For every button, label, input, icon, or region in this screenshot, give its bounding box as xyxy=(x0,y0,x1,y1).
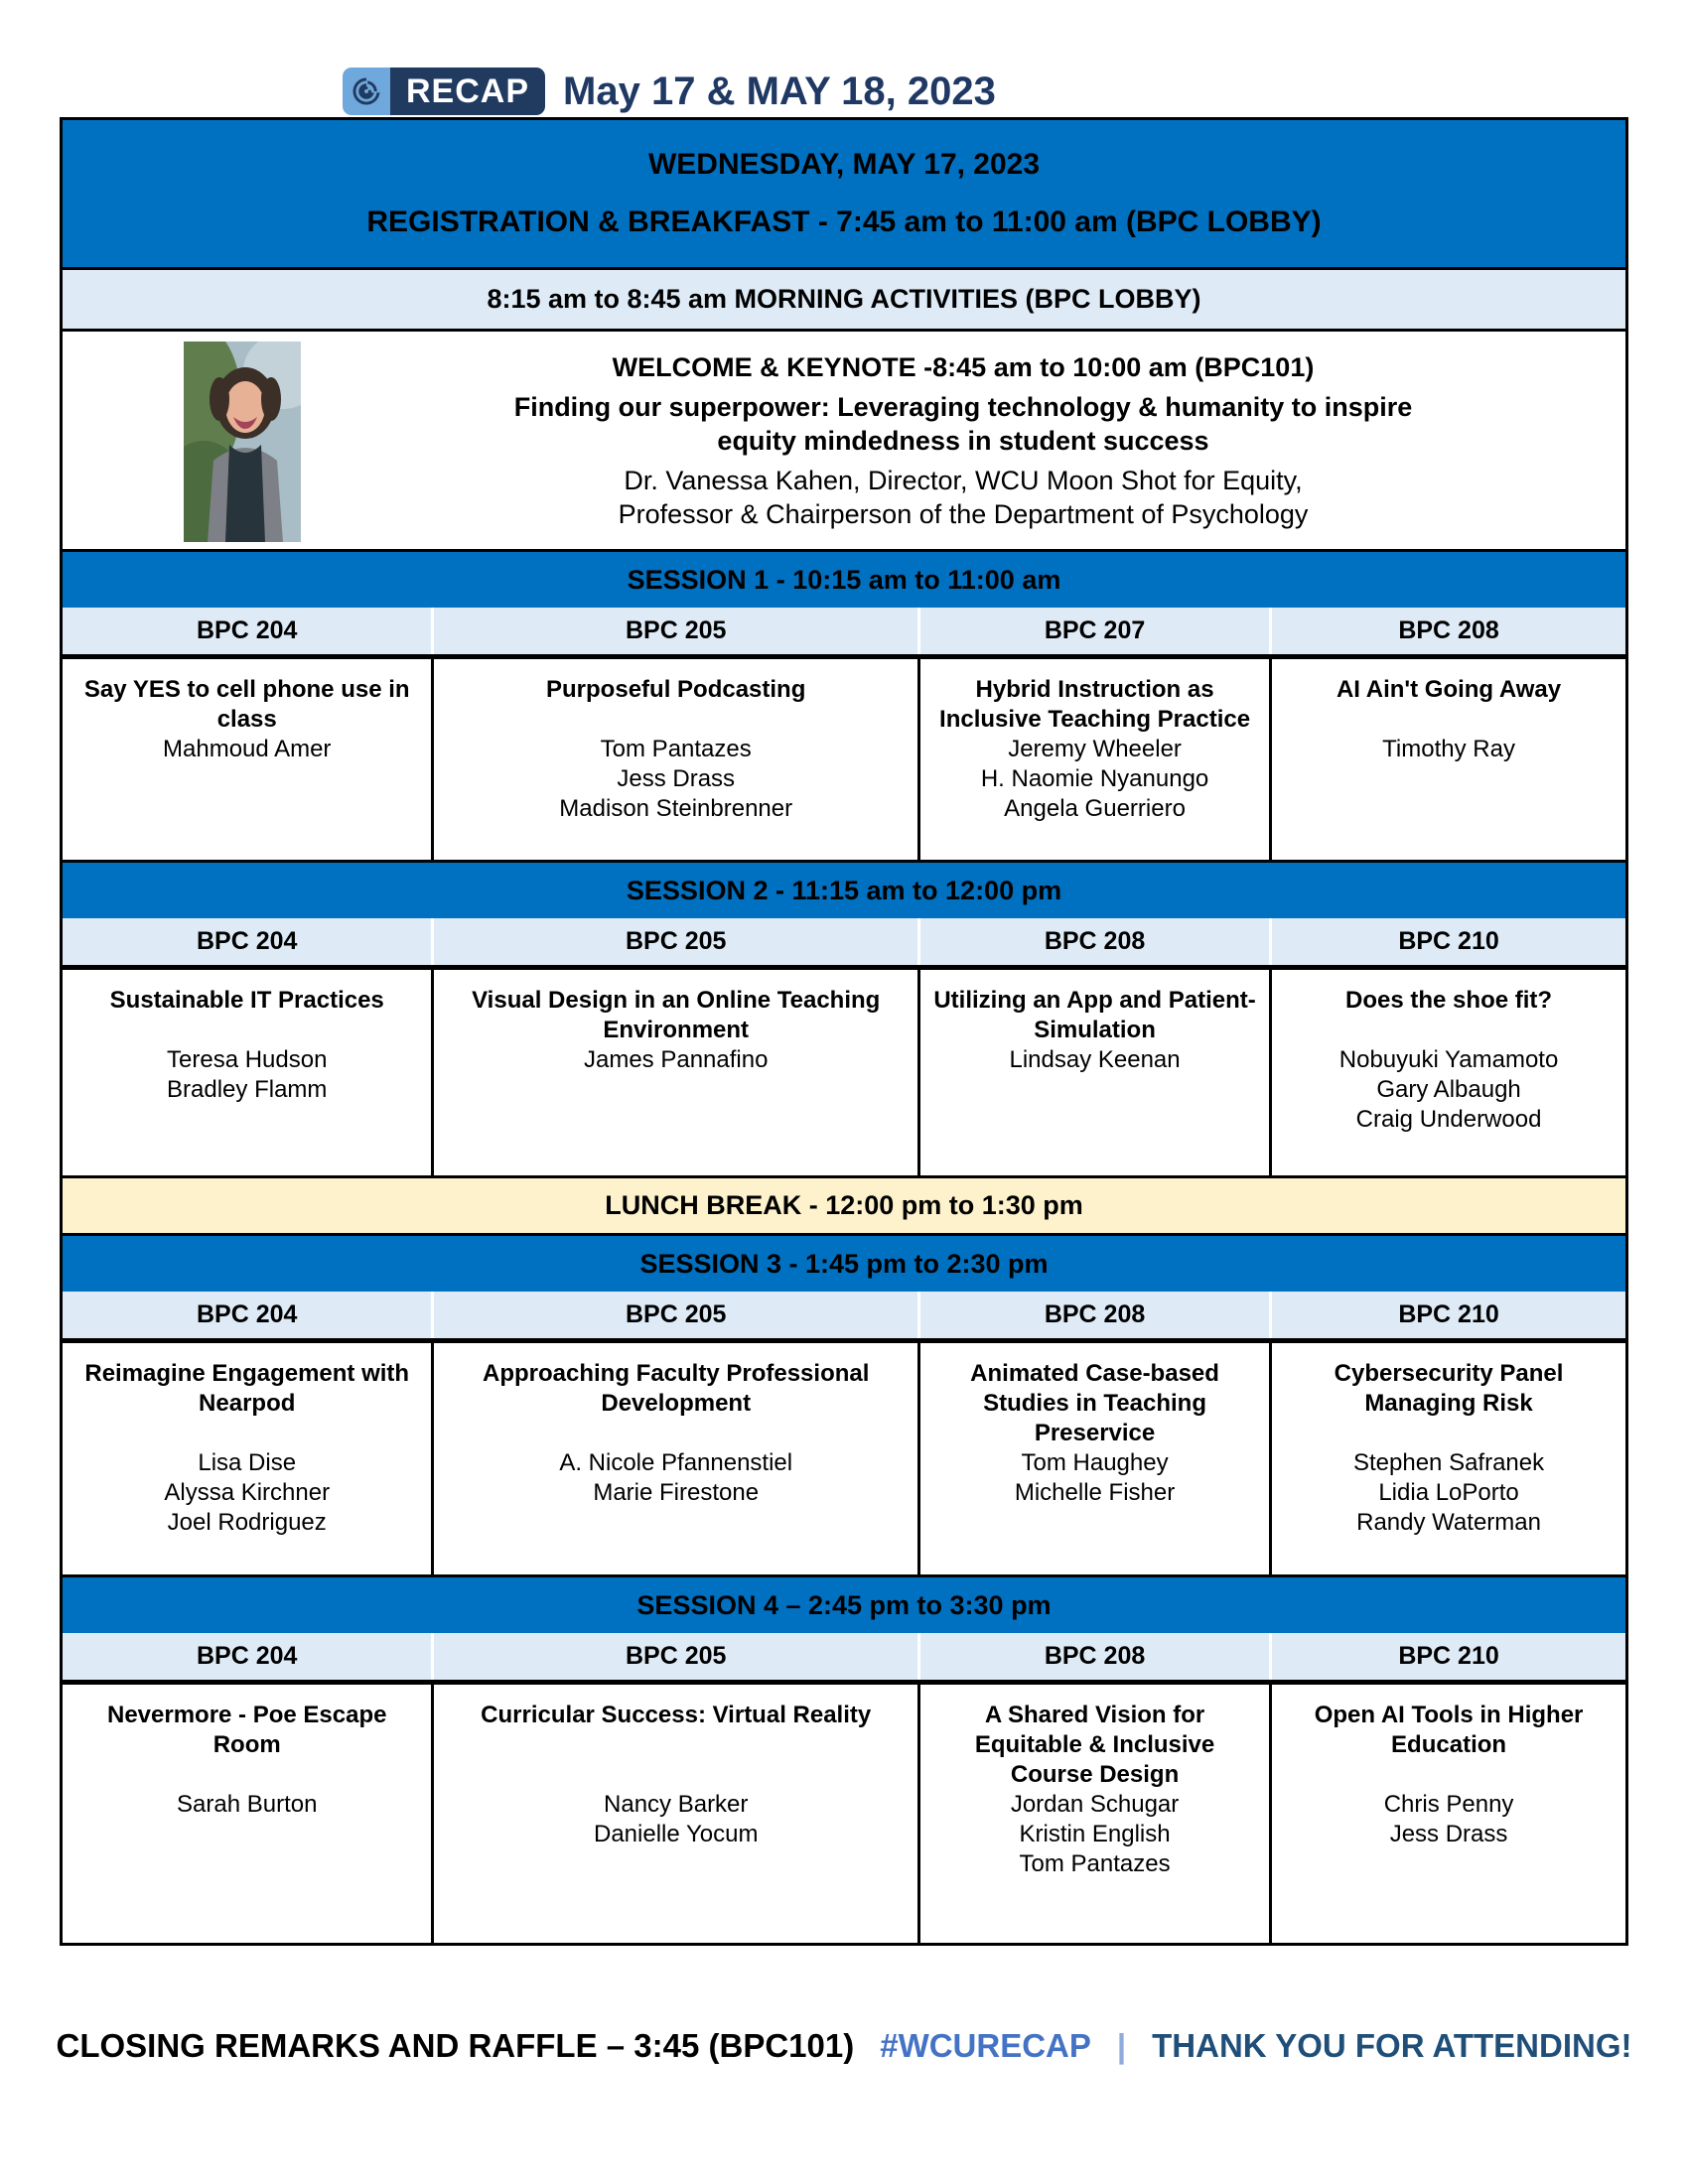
talk-title: Animated Case-based Studies in Teaching Preservice xyxy=(970,1360,1219,1446)
talk-title: Visual Design in an Online Teaching Environment xyxy=(472,987,881,1043)
closing-footer xyxy=(56,2027,1632,2065)
talk-title: Open AI Tools in Higher Education xyxy=(1314,1702,1584,1758)
schedule-table xyxy=(60,117,1628,1946)
session-3-talks xyxy=(63,1343,1625,1574)
session-3-banner: SESSION 3 - 1:45 pm to 2:30 pm xyxy=(63,1236,1625,1292)
session-4-room-header xyxy=(63,1633,1625,1685)
session-2-banner: SESSION 2 - 11:15 am to 12:00 pm xyxy=(63,863,1625,918)
talk-cell xyxy=(917,1685,1269,1943)
session-2 xyxy=(63,860,1625,1175)
talk-cell xyxy=(431,1685,917,1943)
room-header: BPC 208 xyxy=(1269,608,1625,654)
room-header: BPC 205 xyxy=(431,918,917,965)
session-1-talks xyxy=(63,659,1625,860)
talk-title: A Shared Vision for Equitable & Inclusive Course Design xyxy=(974,1702,1215,1788)
room-header: BPC 207 xyxy=(917,608,1269,654)
talk-title: Say YES to cell phone use in class xyxy=(83,676,410,733)
talk-speakers: Lindsay Keenan xyxy=(1009,1046,1181,1073)
event-dates: May 17 & MAY 18, 2023 xyxy=(563,68,996,113)
talk-cell xyxy=(1269,1343,1625,1574)
talk-cell xyxy=(917,970,1269,1175)
talk-cell xyxy=(1269,1685,1625,1943)
talk-title: Cybersecurity Panel Managing Risk xyxy=(1334,1360,1564,1417)
session-3-room-header xyxy=(63,1292,1625,1343)
session-4 xyxy=(63,1574,1625,1943)
talk-speakers: Timothy Ray xyxy=(1382,736,1515,762)
room-header: BPC 204 xyxy=(197,1642,298,1670)
talk-title: Curricular Success: Virtual Reality xyxy=(481,1702,872,1728)
session-4-talks xyxy=(63,1685,1625,1943)
room-header: BPC 204 xyxy=(197,927,298,955)
page-header xyxy=(343,68,996,115)
talk-title: Hybrid Instruction as Inclusive Teaching Practice xyxy=(939,676,1251,733)
lunch-break-row: LUNCH BREAK - 12:00 pm to 1:30 pm xyxy=(63,1175,1625,1233)
room-header: BPC 208 xyxy=(917,918,1269,965)
talk-title: Reimagine Engagement with Nearpod xyxy=(84,1360,410,1417)
separator: | xyxy=(1116,2027,1127,2064)
talk-speakers: Stephen Safranek Lidia LoPorto Randy Waterman xyxy=(1352,1449,1545,1536)
talk-speakers: Tom Pantazes Jess Drass Madison Steinbrenner xyxy=(559,736,793,822)
talk-title: Nevermore - Poe Escape Room xyxy=(106,1702,387,1758)
talk-title: Sustainable IT Practices xyxy=(109,987,384,1014)
talk-cell xyxy=(63,970,431,1175)
room-header: BPC 204 xyxy=(197,616,298,644)
session-1-banner: SESSION 1 - 10:15 am to 11:00 am xyxy=(63,552,1625,608)
talk-cell xyxy=(63,1343,431,1574)
hashtag: #WCURECAP xyxy=(880,2027,1091,2064)
room-header: BPC 208 xyxy=(917,1633,1269,1680)
talk-speakers: Nancy Barker Danielle Yocum xyxy=(593,1791,759,1847)
talk-title: Purposeful Podcasting xyxy=(546,676,806,703)
keynote-topic: Finding our superpower: Leveraging technology & humanity to inspire equity mindedness in student success xyxy=(513,391,1413,456)
recap-swirl-icon xyxy=(343,68,390,115)
talk-speakers: Mahmoud Amer xyxy=(163,736,332,762)
talk-title: Approaching Faculty Professional Development xyxy=(483,1360,870,1417)
talk-cell xyxy=(917,659,1269,860)
session-1 xyxy=(63,549,1625,860)
day-title: WEDNESDAY, MAY 17, 2023 xyxy=(647,148,1041,181)
session-3 xyxy=(63,1233,1625,1574)
room-header: BPC 208 xyxy=(917,1292,1269,1338)
morning-activities-row: 8:15 am to 8:45 am MORNING ACTIVITIES (BPC LOBBY) xyxy=(63,267,1625,329)
talk-speakers: Nobuyuki Yamamoto Gary Albaugh Craig Underwood xyxy=(1338,1046,1559,1133)
session-2-room-header xyxy=(63,918,1625,970)
session-1-room-header xyxy=(63,608,1625,659)
keynote-title: WELCOME & KEYNOTE -8:45 am to 10:00 am (BPC101) xyxy=(612,351,1315,382)
talk-cell xyxy=(431,1343,917,1574)
closing-remarks: CLOSING REMARKS AND RAFFLE – 3:45 (BPC101) xyxy=(56,2027,855,2064)
thanks-message: THANK YOU FOR ATTENDING! xyxy=(1152,2027,1632,2064)
recap-logo-text: RECAP xyxy=(390,68,545,115)
room-header: BPC 204 xyxy=(197,1300,298,1328)
talk-title: AI Ain't Going Away xyxy=(1336,676,1562,703)
talk-speakers: Teresa Hudson Bradley Flamm xyxy=(167,1046,328,1103)
talk-cell xyxy=(431,970,917,1175)
talk-cell xyxy=(1269,659,1625,860)
talk-speakers: A. Nicole Pfannenstiel Marie Firestone xyxy=(559,1449,793,1506)
talk-cell xyxy=(63,1685,431,1943)
room-header: BPC 205 xyxy=(431,1633,917,1680)
keynote-text xyxy=(301,332,1625,549)
room-header: BPC 205 xyxy=(431,1292,917,1338)
session-4-banner: SESSION 4 – 2:45 pm to 3:30 pm xyxy=(63,1577,1625,1633)
session-2-talks xyxy=(63,970,1625,1175)
talk-speakers: James Pannafino xyxy=(583,1046,769,1073)
room-header: BPC 210 xyxy=(1269,918,1625,965)
talk-title: Does the shoe fit? xyxy=(1345,987,1553,1014)
talk-speakers: Chris Penny Jess Drass xyxy=(1383,1791,1514,1847)
talk-cell xyxy=(431,659,917,860)
talk-speakers: Tom Haughey Michelle Fisher xyxy=(1014,1449,1176,1506)
talk-speakers: Sarah Burton xyxy=(177,1791,318,1818)
keynote-row xyxy=(63,329,1625,549)
recap-logo xyxy=(343,68,545,115)
day-banner xyxy=(63,120,1625,267)
talk-title: Utilizing an App and Patient-Simulation xyxy=(933,987,1256,1043)
room-header: BPC 210 xyxy=(1269,1633,1625,1680)
room-header: BPC 205 xyxy=(431,608,917,654)
talk-speakers: Lisa Dise Alyssa Kirchner Joel Rodriguez xyxy=(164,1449,331,1536)
registration-info: REGISTRATION & BREAKFAST - 7:45 am to 11:00 am (BPC LOBBY) xyxy=(366,205,1322,238)
talk-cell xyxy=(1269,970,1625,1175)
talk-speakers: Jordan Schugar Kristin English Tom Pantazes xyxy=(1010,1791,1180,1877)
talk-speakers: Jeremy Wheeler H. Naomie Nyanungo Angela Guerriero xyxy=(980,736,1209,822)
talk-cell xyxy=(63,659,431,860)
keynote-speaker-photo xyxy=(184,341,301,542)
room-header: BPC 210 xyxy=(1269,1292,1625,1338)
talk-cell xyxy=(917,1343,1269,1574)
keynote-speaker: Dr. Vanessa Kahen, Director, WCU Moon Shot for Equity, Professor & Chairperson of the Department of Psychology xyxy=(618,465,1309,529)
